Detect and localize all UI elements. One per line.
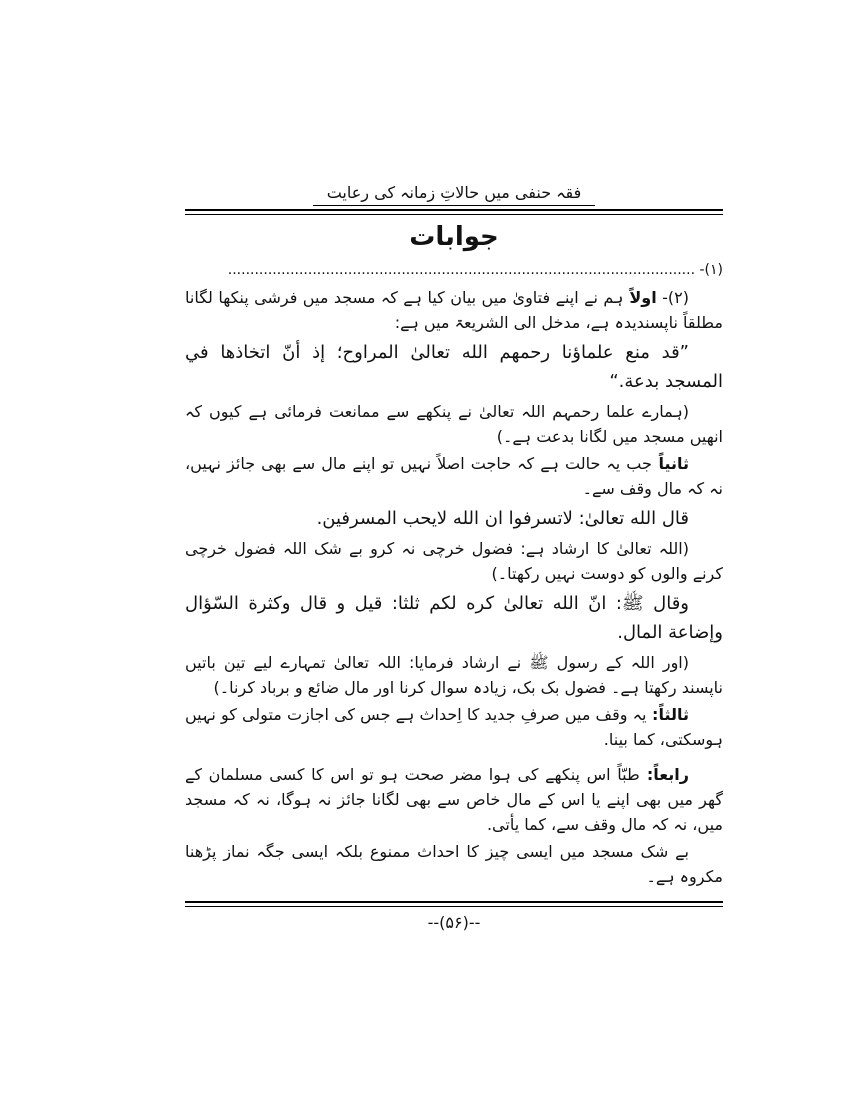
thirdly-lead-salisan: ثالثاً: xyxy=(646,705,690,724)
page-number: --(۵۶)-- xyxy=(427,913,481,932)
urdu-translation-madkhal: (ہمارے علما رحمہم اللہ تعالیٰ نے پنکھے سے ممانعت فرمائی ہے کیوں کہ انھیں مسجد میں لگانا بدعت ہے۔) xyxy=(185,402,723,446)
secondly-lead-saniyan: ثانیاً xyxy=(651,454,690,473)
answer-2-text: ہم نے اپنے فتاویٰ میں بیان کیا ہے کہ مسجد میں فرشی پنکھا لگانا مطلقاً ناپسندیدہ ہے، مدخل الی الشریعۃ میں ہے: xyxy=(185,288,723,332)
fourthly-lead-rabian: رابعاً: xyxy=(639,765,689,784)
answer-1-dotted-line: (۱)- ......................................................................................................... xyxy=(227,262,723,278)
footer-double-rule xyxy=(185,901,723,907)
header-double-rule xyxy=(185,209,723,215)
quran-quote: قال الله تعالیٰ: لاتسرفوا ان الله لایحب المسرفین. xyxy=(316,508,689,529)
answer-2-paragraph xyxy=(185,285,723,335)
fourthly-text: طبّاً اس پنکھے کی ہوا مضر صحت ہو تو اس کا کسی مسلمان کے گھر میں بھی اپنے یا اس کے مال خاص سے بھی لگانا جائز نہ ہوگا، نہ کہ مسجد میں، نہ کہ مال وقف سے، کما یأتی. xyxy=(185,765,723,834)
quran-translation: (اللہ تعالیٰ کا ارشاد ہے: فضول خرچی نہ کرو بے شک اللہ فضول خرچی کرنے والوں کو دوست نہیں رکھتا۔) xyxy=(185,539,723,583)
secondly-text: جب یہ حالت ہے کہ حاجت اصلاً نہیں تو اپنے مال سے بھی جائز نہیں، نہ کہ مال وقف سے۔ xyxy=(185,454,723,498)
secondly-paragraph xyxy=(185,451,723,501)
answer-2-number: (۲)- xyxy=(656,288,689,307)
closing-line: بے شک مسجد میں ایسی چیز کا احداث ممنوع بلکہ ایسی جگہ نماز پڑھنا مکروہ ہے۔ xyxy=(185,842,723,886)
arabic-quote-madkhal: ”قد منع علماؤنا رحمهم الله تعالیٰ المراوح؛ إذ أنّ اتخاذها في المسجد بدعة.“ xyxy=(185,342,723,392)
fourthly-paragraph xyxy=(185,762,723,837)
book-header xyxy=(185,182,723,206)
thirdly-paragraph xyxy=(185,702,723,752)
hadith-quote: وقال ﷺ: انّ الله تعالیٰ کره لکم ثلثا: قیل و قال وکثرة السّؤال وإضاعة المال. xyxy=(185,593,723,643)
hadith-translation: (اور اللہ کے رسول ﷺ نے ارشاد فرمایا: اللہ تعالیٰ تمہارے لیے تین باتیں ناپسند رکھتا ہے۔ فضول بک بک، زیادہ سوال کرنا اور مال ضائع و برباد کرنا۔) xyxy=(185,653,723,697)
answer-2-lead-awwalan: اولاً xyxy=(623,288,657,307)
thirdly-text: یہ وقف میں صرفِ جدید کا اِحداث ہے جس کی اجازت متولی کو نہیں ہوسکتی، کما بینا. xyxy=(185,705,723,749)
section-title-jawabat: جوابات xyxy=(409,222,499,252)
page-content xyxy=(185,182,723,934)
book-header-title: فقہ حنفی میں حالاتِ زمانہ کی رعایت xyxy=(313,182,596,206)
